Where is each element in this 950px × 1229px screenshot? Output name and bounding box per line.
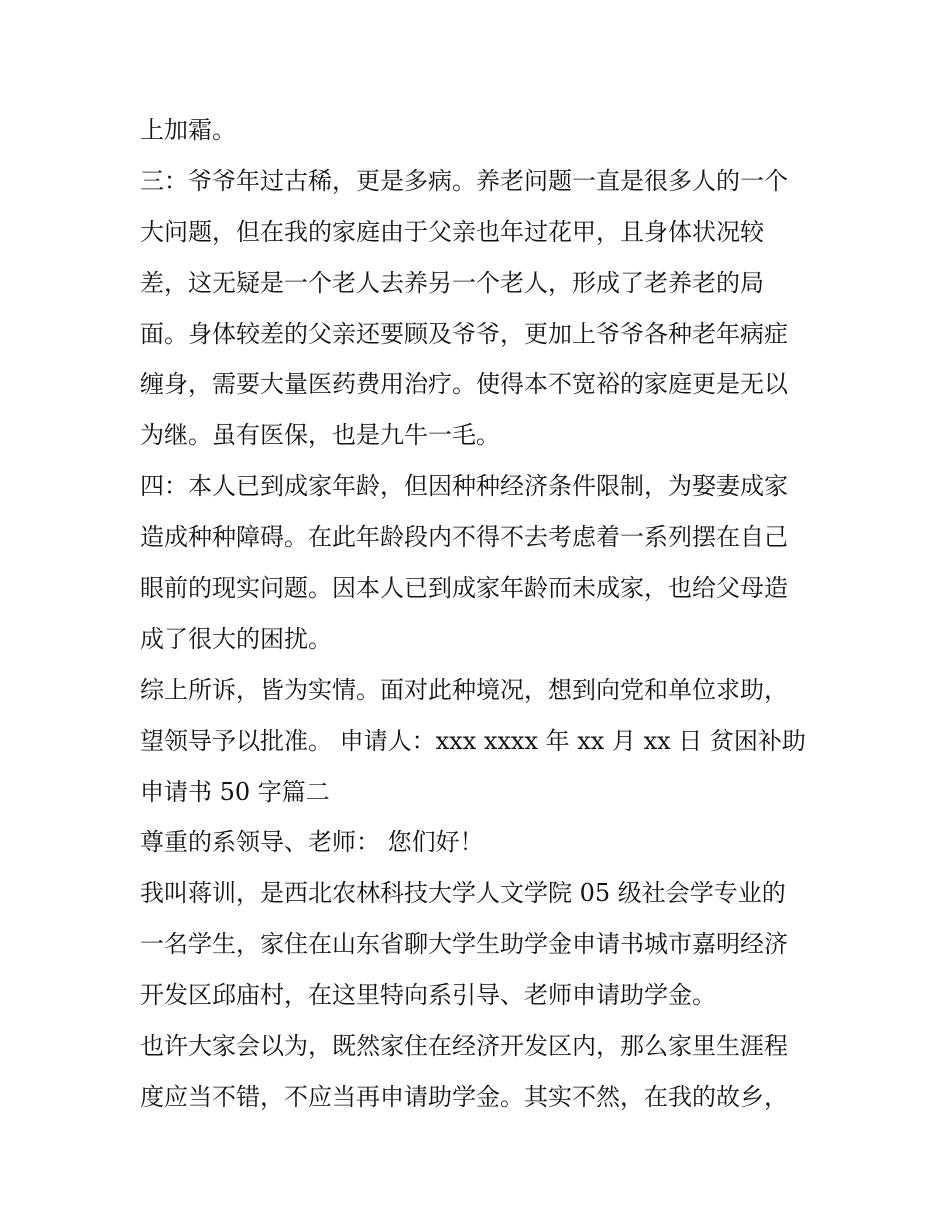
- text-line: 为继。虽有医保，也是九牛一毛。: [140, 421, 500, 450]
- text-line: 差，这无疑是一个老人去养另一个老人，形成了老养老的局: [140, 268, 764, 297]
- text-line: 尊重的系领导、老师： 您们好！: [140, 828, 484, 857]
- text-line: 上加霜。: [140, 116, 236, 144]
- text-line: 一名学生，家住在山东省聊大学生助学金申请书城市嘉明经济: [140, 930, 788, 959]
- text-line: 也许大家会以为，既然家住在经济开发区内，那么家里生涯程: [140, 1032, 788, 1061]
- text-line: 面。身体较差的父亲还要顾及爷爷，更加上爷爷各种老年病症: [140, 319, 788, 348]
- text-line: 度应当不错，不应当再申请助学金。其实不然，在我的故乡，: [140, 1082, 788, 1111]
- text-line: 我叫蒋训，是西北农林科技大学人文学院 05 级社会学专业的: [140, 879, 786, 908]
- text-line: 造成种种障碍。在此年龄段内不得不去考虑着一系列摆在自己: [140, 523, 788, 552]
- text-line: 成了很大的困扰。: [140, 624, 332, 653]
- text-line: 开发区邱庙村，在这里特向系引导、老师申请助学金。: [140, 981, 716, 1010]
- text-line: 望领导予以批准。 申请人：xxx xxxx 年 xx 月 xx 日 贫困补助: [140, 726, 806, 755]
- text-line: 大问题，但在我的家庭由于父亲也年过花甲，且身体状况较: [140, 217, 764, 246]
- text-line: 眼前的现实问题。因本人已到成家年龄而未成家，也给父母造: [140, 574, 788, 603]
- text-line: 申请书 50 字篇二: [140, 777, 330, 806]
- text-line: 缠身，需要大量医药费用治疗。使得本不宽裕的家庭更是无以: [140, 370, 788, 399]
- text-line: 四：本人已到成家年龄，但因种种经济条件限制，为娶妻成家: [140, 472, 788, 501]
- text-line: 综上所诉，皆为实情。面对此种境况，想到向党和单位求助，: [140, 675, 788, 704]
- document-body: [140, 105, 820, 1123]
- text-line: 三：爷爷年过古稀，更是多病。养老问题一直是很多人的一个: [140, 166, 788, 195]
